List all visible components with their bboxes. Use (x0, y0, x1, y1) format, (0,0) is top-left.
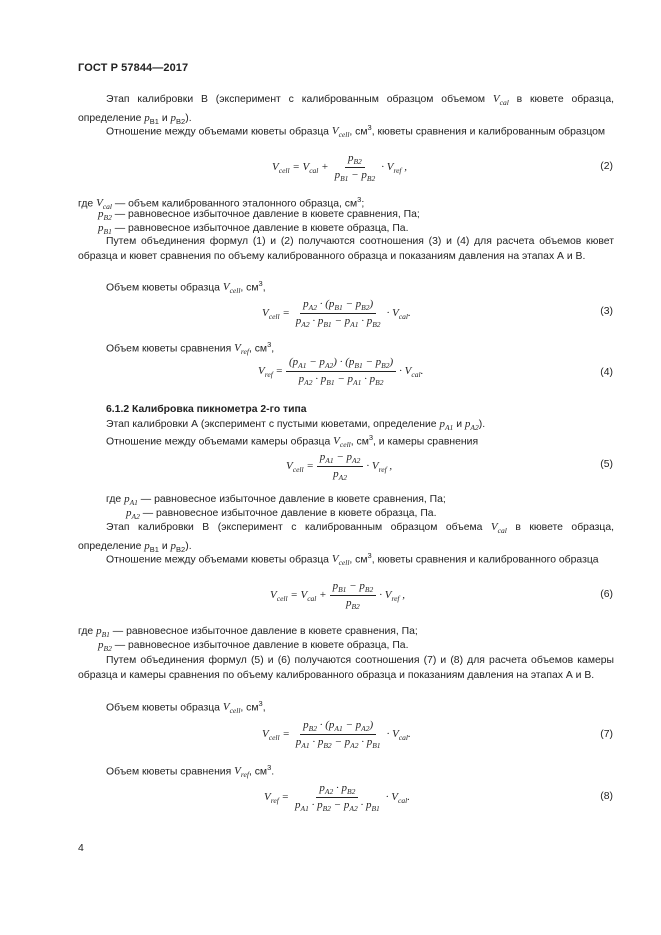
formula-3: $V_{cell}$ = $\frac{p_{A2} \cdot (p_{B1} - p_{B2})}{p_{A2} \cdot p_{B1} - p_{A1} \cdot p_{B2}}$ · $V_{cal}$. (262, 298, 411, 330)
definition-pb1: $p_{B1}$ — равновесное избыточное давление в кювете образца, Па. (98, 222, 409, 237)
formula-5: $V_{cell}$ = $\frac{p_{A1} - p_{A2}}{p_{A2}}$ · $V_{ref}$ , (286, 451, 393, 483)
formula-7: $V_{cell}$ = $\frac{p_{B2} \cdot (p_{A1} - p_{A2})}{p_{A1} \cdot p_{B2} - p_{A2} \cdot p_{B1}}$ · $V_{cal}$. (262, 719, 411, 751)
definition-pb1-2: где $p_{B1}$ — равновесное избыточное давление в кювете сравнения, Па; (78, 625, 418, 640)
formula-5-number: (5) (600, 459, 613, 470)
section-heading (106, 403, 307, 417)
formula-8: $V_{ref}$ = $\frac{p_{A2} \cdot p_{B2}}{p_{A1} \cdot p_{B2} - p_{A2} \cdot p_{B1}}$ · $V_{cal}$. (264, 782, 410, 814)
label-ref-volume: Объем кюветы сравнения $V_{ref}$, $см^3$, (106, 340, 275, 357)
formula-4: $V_{ref}$ = $\frac{(p_{A1} - p_{A2}) \cdot (p_{B1} - p_{B2})}{p_{A2} \cdot p_{B1} - p_{A1} \cdot p_{B2}}$ · $V_{cal}$. (258, 356, 424, 388)
paragraph-chamber-relation: Отношение между объемами камеры образца $V_{cell}$, $см^3$, и камеры сравнения (106, 433, 479, 450)
definition-pa2: $p_{A2}$ — равновесное избыточное давление в кювете образца, Па. (126, 507, 437, 522)
formula-6-number: (6) (600, 589, 613, 600)
formula-3-number: (3) (600, 306, 613, 317)
formula-2-number: (2) (600, 161, 613, 172)
formula-6: $V_{cell} = V_{cal}$ + $\frac{p_{B1} - p_{B2}}{p_{B2}}$ · $V_{ref}$ , (270, 580, 405, 612)
page-number: 4 (78, 843, 84, 854)
document-header: ГОСТ Р 57844—2017 (78, 62, 189, 74)
paragraph-stage-a: Этап калибровки А (эксперимент с пустыми кюветами, определение $p_{A1}$ и $p_{A2}$). (106, 418, 486, 433)
section-title: Калибровка пикнометра 2-го типа (132, 404, 307, 415)
formula-2: $V_{cell} = V_{cal}$ + $\frac{p_{B2}}{p_{B1} - p_{B2}}$ · $V_{ref}$ , (272, 152, 407, 184)
section-number: 6.1.2 (106, 404, 130, 415)
formula-4-number: (4) (600, 367, 613, 378)
formula-7-number: (7) (600, 729, 613, 740)
paragraph-volume-relation: Отношение между объемами кюветы образца $V_{cell}$, $см^3$, кюветы сравнения и калиброванным образцом (106, 123, 606, 140)
paragraph-stage-b-2: Этап калибровки В (эксперимент с калиброванным образцом объема $V_{cal}$ в кювете образца, определение $p_{B1}$ и $p_{B2}$). (78, 521, 614, 554)
definition-pb2: $p_{B2}$ — равновесное избыточное давление в кювете сравнения, Па; (98, 208, 420, 223)
definition-vcal: где $V_{cal}$ — объем калиброванного эталонного образца, $см^3$; (78, 195, 365, 212)
formula-8-number: (8) (600, 791, 613, 802)
label-ref-volume-2: Объем кюветы сравнения $V_{ref}$, $см^3$. (106, 763, 275, 780)
definition-pa1: где $p_{A1}$ — равновесное избыточное давление в кювете сравнения, Па; (106, 493, 446, 508)
paragraph-combine-2: Путем объединения формул (5) и (6) получаются соотношения (7) и (8) для расчета объемов камеры образца и камеры сравнения по объему калиброванного образца и показаниям давления на этапах А и В. (78, 655, 614, 681)
paragraph-volume-relation-2: Отношение между объемами кюветы образца $V_{cell}$, $см^3$, кюветы сравнения и калиброванного образца (106, 551, 599, 568)
definition-pb2-2: $p_{B2}$ — равновесное избыточное давление в кювете образца, Па. (98, 639, 409, 654)
paragraph-stage-b: Этап калибровки В (эксперимент с калиброванным образцом объемом $V_{cal}$ в кювете образца, определение $p_{B1}$ и $p_{B2}$). (78, 93, 614, 126)
label-cell-volume: Объем кюветы образца $V_{cell}$, $см^3$, (106, 279, 266, 296)
label-cell-volume-2: Объем кюветы образца $V_{cell}$, $см^3$, (106, 699, 266, 716)
paragraph-combine-1: Путем объединения формул (1) и (2) получаются соотношения (3) и (4) для расчета объемов кювет образца и кювет сравнения по объему калиброванного образца и показаниям давления на этапах А и В. (78, 236, 614, 262)
